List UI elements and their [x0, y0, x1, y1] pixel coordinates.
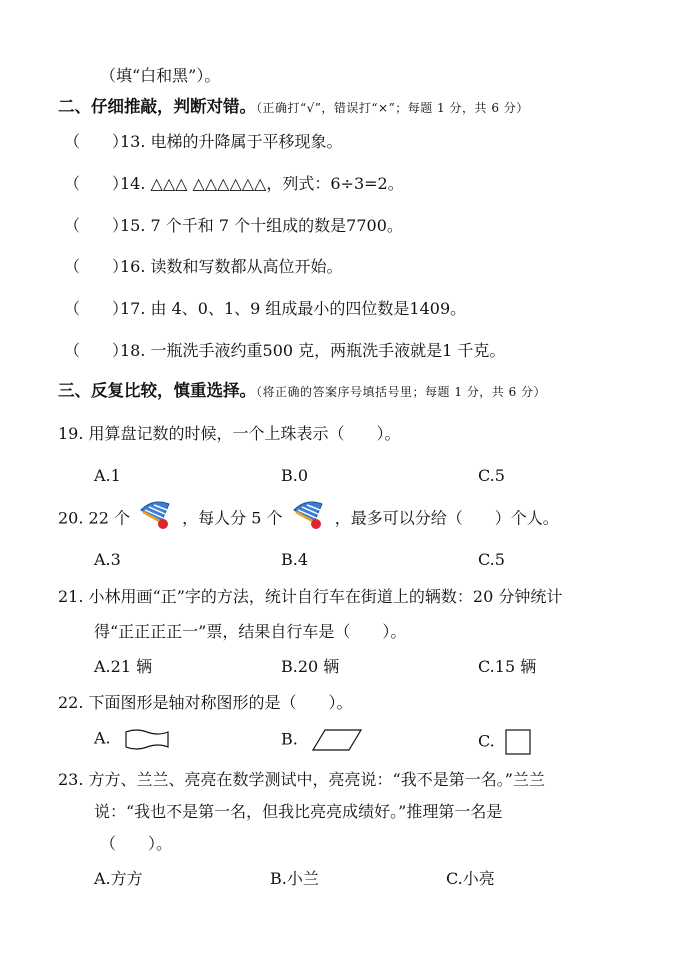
- section2-title: 二、仔细推敲，判断对错。: [58, 97, 256, 116]
- question-22: 22. 下面图形是轴对称图形的是（ ）。: [58, 693, 353, 712]
- question-23-line3: （ ）。: [100, 834, 173, 853]
- section3-note: （将正确的答案序号填括号里；每题 1 分，共 6 分）: [256, 385, 547, 399]
- q20-option-b[interactable]: B.4: [281, 550, 309, 569]
- parallelogram-shape-icon: [311, 728, 363, 752]
- question-text: 18. 一瓶洗手液约重500 克，两瓶洗手液就是1 千克。: [120, 341, 506, 360]
- section2-note: （正确打“√”，错误打“×”；每题 1 分，共 6 分）: [256, 101, 529, 115]
- answer-paren[interactable]: （ ）: [64, 174, 129, 193]
- question-13: [64, 132, 343, 152]
- q20-option-c[interactable]: C.5: [478, 550, 505, 569]
- question-text: 16. 读数和写数都从高位开始。: [120, 257, 343, 276]
- q21-option-a[interactable]: A.21 辆: [94, 657, 153, 676]
- question-17: [64, 299, 466, 319]
- question-19: 19. 用算盘记数的时候，一个上珠表示（ ）。: [58, 424, 401, 443]
- question-16: [64, 257, 343, 277]
- q23-option-b[interactable]: B.小兰: [270, 869, 319, 888]
- answer-paren[interactable]: （ ）: [64, 216, 129, 235]
- q22-option-a[interactable]: [94, 728, 170, 750]
- answer-paren[interactable]: （ ）: [64, 341, 129, 360]
- shuttlecock-icon: [292, 500, 326, 530]
- q20-option-a[interactable]: A.3: [94, 550, 121, 569]
- question-15: [64, 216, 403, 236]
- q19-option-c[interactable]: C.5: [478, 466, 505, 485]
- answer-paren[interactable]: （ ）: [64, 299, 129, 318]
- question-21-line2: 得“正正正正一”票，结果自行车是（ ）。: [94, 622, 407, 641]
- q20-part2: ，每人分 5 个: [182, 508, 283, 528]
- question-21-line1: 21. 小林用画“正”字的方法，统计自行车在街道上的辆数：20 分钟统计: [58, 587, 563, 606]
- question-23-line1: 23. 方方、兰兰、亮亮在数学测试中，亮亮说：“我不是第一名。”兰兰: [58, 770, 545, 789]
- question-14: [64, 174, 404, 194]
- question-23-line2: 说：“我也不是第一名，但我比亮亮成绩好。”推理第一名是: [94, 802, 503, 821]
- q20-part1: 20. 22 个: [58, 508, 130, 528]
- question-text: 14. △△△ △△△△△△，列式：6÷3=2。: [120, 174, 404, 193]
- question-text: 15. 7 个千和 7 个十组成的数是7700。: [120, 216, 403, 235]
- question-18: [64, 341, 505, 361]
- q22-option-c[interactable]: [478, 728, 532, 756]
- q22-option-b[interactable]: [281, 728, 363, 752]
- question-text: 17. 由 4、0、1、9 组成最小的四位数是1409。: [120, 299, 467, 318]
- q20-part3: ，最多可以分给（ ）个人。: [334, 508, 559, 528]
- q23-option-a[interactable]: A.方方: [94, 869, 143, 888]
- q21-option-b[interactable]: B.20 辆: [281, 657, 340, 676]
- question-text: 13. 电梯的升降属于平移现象。: [120, 132, 343, 151]
- top-line: （填“白和黑”）。: [100, 66, 221, 85]
- shuttlecock-icon: [139, 500, 173, 530]
- q21-option-c[interactable]: C.15 辆: [478, 657, 537, 676]
- answer-paren[interactable]: （ ）: [64, 132, 129, 151]
- answer-paren[interactable]: （ ）: [64, 257, 129, 276]
- section3-heading: [58, 381, 546, 402]
- q22-option-b-label: B.: [281, 729, 298, 749]
- q23-option-c[interactable]: C.小亮: [446, 869, 495, 888]
- section2-heading: [58, 97, 529, 118]
- q19-option-a[interactable]: A.1: [94, 466, 121, 485]
- section3-title: 三、反复比较，慎重选择。: [58, 381, 256, 400]
- q22-option-a-label: A.: [94, 728, 111, 748]
- question-20: [58, 508, 559, 530]
- q19-option-b[interactable]: B.0: [281, 466, 309, 485]
- q22-option-c-label: C.: [478, 731, 495, 751]
- square-shape-icon: [504, 728, 532, 756]
- wavy-flag-shape-icon: [124, 728, 170, 750]
